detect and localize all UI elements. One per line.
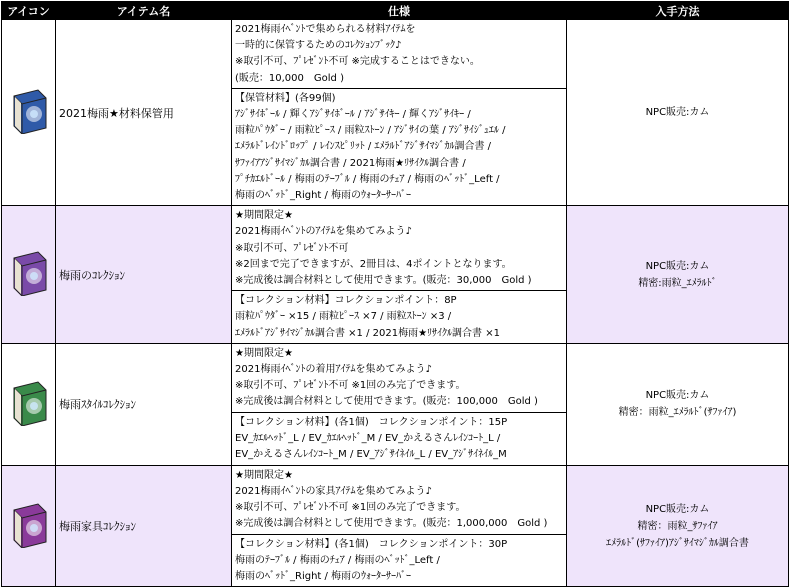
- acquisition-method: [567, 465, 789, 586]
- spec-line: 2021梅雨ｲﾍﾞﾝﾄで集められる材料ｱｲﾃﾑを: [235, 24, 416, 35]
- method-line: 精密：雨粒_ｻﾌｧｲｱ: [637, 520, 718, 532]
- spec-description: [232, 20, 566, 88]
- blue-book-icon: [8, 88, 50, 134]
- spec-line: 一時的に保管するためのｺﾚｸｼｮﾝﾌﾞｯｸ♪: [235, 40, 402, 52]
- icon-cell: [2, 20, 56, 206]
- spec-line: 2021梅雨ｲﾍﾞﾝﾄの着用ｱｲﾃﾑを集めてみよう♪: [235, 364, 432, 376]
- spec-description: [232, 344, 566, 412]
- header-name: アイテム名: [56, 2, 232, 20]
- spec-cell: [232, 343, 567, 465]
- material-line: ｱｼﾞｻｲﾎﾞｰﾙ / 輝くｱｼﾞｻｲﾎﾞｰﾙ / ｱｼﾞｻｲｷｰ / 輝くｱｼﾞｻｲｷｰ /: [235, 109, 471, 121]
- spec-line: ※取引不可、ﾌﾟﾚｾﾞﾝﾄ不可 ※1回のみ完了できます。: [235, 502, 466, 514]
- acquisition-method: [567, 20, 789, 206]
- spec-line: ※完成後は調合材料として使用できます。(販売：30,000 Gold ): [235, 275, 532, 287]
- material-line: EV_かえるさんﾚｲﾝｺｰﾄ_M / EV_ｱｼﾞｻｲﾈｲﾙ_L / EV_ｱｼﾞｻｲﾈｲﾙ_M: [235, 449, 507, 461]
- item-name: 梅雨家具ｺﾚｸｼｮﾝ: [56, 465, 232, 586]
- method-line: 精密：雨粒_ｴﾒﾗﾙﾄﾞ(ｻﾌｧｲｱ): [618, 407, 737, 419]
- spec-materials: [232, 534, 566, 587]
- spec-line: ※完成後は調合材料として使用できます。(販売：1,000,000 Gold ): [235, 518, 548, 530]
- spec-description: [232, 206, 566, 290]
- material-line: 雨粒ﾊﾟｳﾀﾞｰ ×15 / 雨粒ﾋﾟｰｽ ×7 / 雨粒ｽﾄｰﾝ ×3 /: [235, 311, 452, 323]
- spec-materials: [232, 88, 566, 205]
- material-line: 梅雨のﾃｰﾌﾞﾙ / 梅雨のﾁｪｱ / 梅雨のﾍﾞｯﾄﾞ_Left /: [235, 554, 440, 566]
- item-table: [1, 1, 789, 587]
- spec-cell: [232, 20, 567, 206]
- material-line: EV_ｶｴﾙﾍｯﾄﾞ_L / EV_ｶｴﾙﾍｯﾄﾞ_M / EV_かえるさんﾚｲﾝｺｰﾄ_L /: [235, 432, 501, 444]
- spec-line: ※完成後は調合材料として使用できます。(販売：100,000 Gold ): [235, 396, 538, 408]
- material-line: 梅雨のﾍﾞｯﾄﾞ_Right / 梅雨のｳｫｰﾀｰｻｰﾊﾞｰ: [235, 190, 412, 202]
- table-row: [2, 206, 789, 344]
- method-line: NPC販売:カム: [645, 503, 710, 515]
- material-line: 梅雨のﾍﾞｯﾄﾞ_Right / 梅雨のｳｫｰﾀｰｻｰﾊﾞｰ: [235, 571, 412, 583]
- icon-cell: [2, 343, 56, 465]
- item-name: 梅雨ｽﾀｲﾙｺﾚｸｼｮﾝ: [56, 343, 232, 465]
- spec-line: ★期間限定★: [235, 347, 293, 359]
- material-line: ﾌﾟﾁｶｴﾙﾄﾞｰﾙ / 梅雨のﾃｰﾌﾞﾙ / 梅雨のﾁｪｱ / 梅雨のﾍﾞｯﾄﾞ_Left /: [235, 173, 500, 185]
- spec-line: ★期間限定★: [235, 210, 293, 222]
- spec-line: ※2回まで完了できますが、2冊目は、4ポイントとなります。: [235, 258, 512, 270]
- spec-description: [232, 466, 566, 534]
- material-line: 【コレクション材料】(各1個) コレクションポイント：15P: [235, 416, 508, 428]
- violet-book-icon: [8, 502, 50, 548]
- material-line: 【コレクション材料】コレクションポイント：8P: [235, 295, 457, 307]
- spec-line: ★期間限定★: [235, 469, 293, 481]
- item-name: 2021梅雨★材料保管用: [56, 20, 232, 206]
- method-line: 精密:雨粒_ｴﾒﾗﾙﾄﾞ: [638, 277, 717, 289]
- spec-line: (販売：10,000 Gold ): [235, 72, 344, 84]
- purple-book-icon: [8, 250, 50, 296]
- spec-line: ※取引不可、ﾌﾟﾚｾﾞﾝﾄ不可: [235, 242, 349, 254]
- header-icon: アイコン: [2, 2, 56, 20]
- item-name: 梅雨のｺﾚｸｼｮﾝ: [56, 206, 232, 344]
- header-method: 入手方法: [567, 2, 789, 20]
- spec-cell: [232, 465, 567, 586]
- material-line: ｴﾒﾗﾙﾄﾞﾚｲﾝﾄﾞﾛｯﾌﾟ / ﾚｲﾝｽﾋﾟﾘｯﾄ / ｴﾒﾗﾙﾄﾞｱｼﾞｻｲﾏｼﾞｶﾙ調合書 /: [235, 141, 492, 153]
- material-line: 雨粒ﾊﾟｳﾀﾞｰ / 雨粒ﾋﾟｰｽ / 雨粒ｽﾄｰﾝ / ｱｼﾞｻｲの葉 / ｱｼﾞｻｲｼﾞｭｴﾙ /: [235, 125, 506, 137]
- spec-line: 2021梅雨ｲﾍﾞﾝﾄのｱｲﾃﾑを集めてみよう♪: [235, 226, 412, 238]
- spec-cell: [232, 206, 567, 344]
- spec-materials: [232, 412, 566, 465]
- acquisition-method: [567, 206, 789, 344]
- spec-materials: [232, 290, 566, 343]
- method-line: NPC販売:カム: [645, 390, 710, 402]
- icon-cell: [2, 465, 56, 586]
- method-line: NPC販売:カム: [645, 260, 710, 272]
- spec-line: ※取引不可、ﾌﾟﾚｾﾞﾝﾄ不可 ※1回のみ完了できます。: [235, 380, 466, 392]
- material-line: ｴﾒﾗﾙﾄﾞｱｼﾞｻｲﾏｼﾞｶﾙ調合書 ×1 / 2021梅雨★ﾘｻｲｸﾙ調合書 ×1: [235, 327, 500, 339]
- spec-line: ※取引不可、ﾌﾟﾚｾﾞﾝﾄ不可 ※完成することはできない。: [235, 56, 480, 68]
- green-book-icon: [8, 380, 50, 426]
- header-spec: 仕様: [232, 2, 567, 20]
- method-line: ｴﾒﾗﾙﾄﾞ(ｻﾌｧｲｱ)ｱｼﾞｻｲﾏｼﾞｶﾙ調合書: [606, 537, 749, 549]
- material-line: 【保管材料】(各99個): [235, 92, 336, 104]
- icon-cell: [2, 206, 56, 344]
- header-row: [2, 2, 789, 20]
- table-row: [2, 20, 789, 206]
- table-row: [2, 343, 789, 465]
- table-row: [2, 465, 789, 586]
- spec-line: 2021梅雨ｲﾍﾞﾝﾄの家具ｱｲﾃﾑを集めてみよう♪: [235, 486, 432, 498]
- material-line: ｻﾌｧｲｱｱｼﾞｻｲﾏｼﾞｶﾙ調合書 / 2021梅雨★ﾘｻｲｸﾙ調合書 /: [235, 157, 466, 169]
- acquisition-method: [567, 343, 789, 465]
- method-line: NPC販売:カム: [645, 107, 710, 119]
- material-line: 【コレクション材料】(各1個) コレクションポイント：30P: [235, 538, 508, 550]
